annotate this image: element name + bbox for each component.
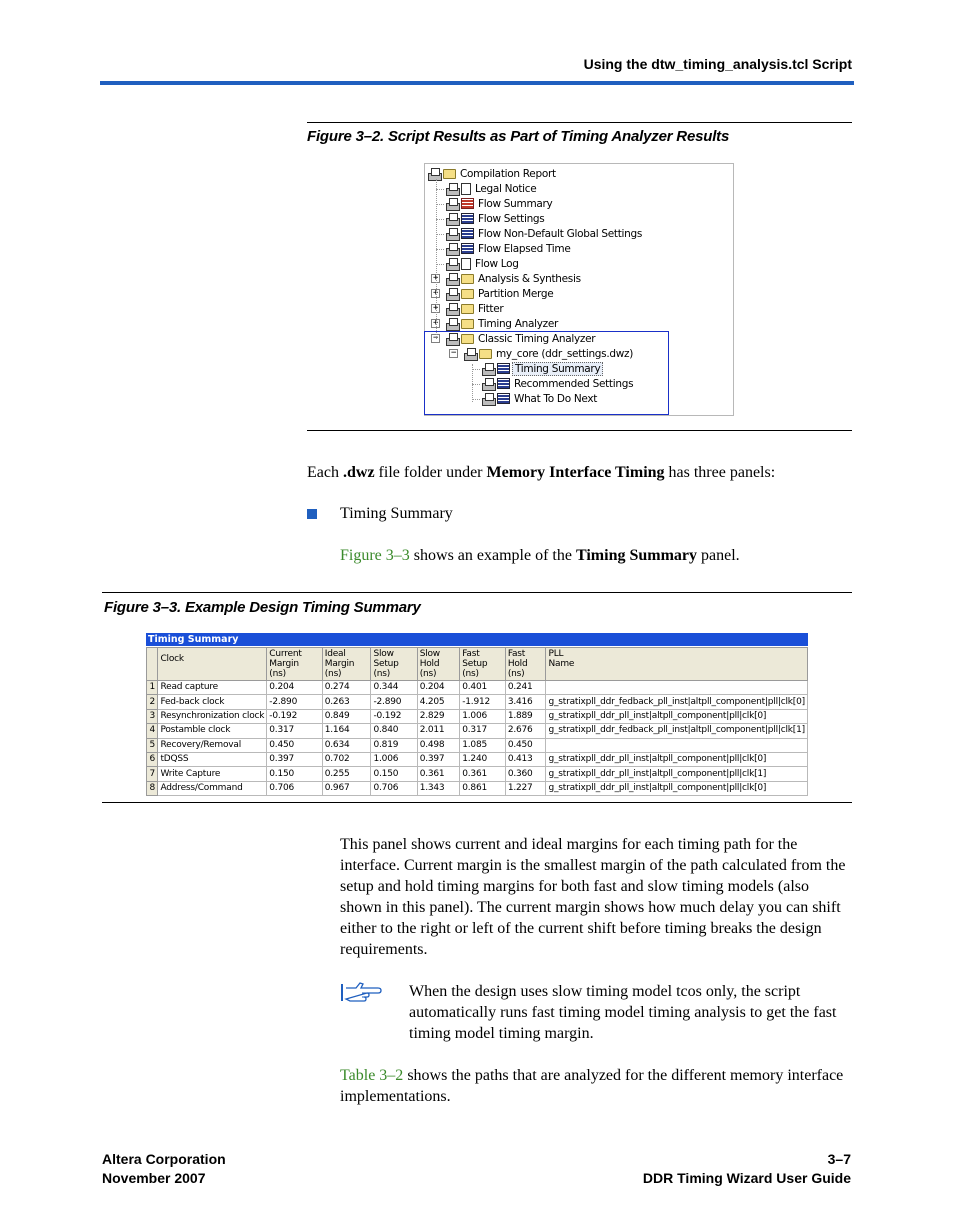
table-cell: 0.861	[460, 781, 506, 795]
tree-item[interactable]	[445, 241, 573, 256]
printer-icon	[445, 288, 459, 300]
table-cell: Resynchronization clock	[158, 709, 267, 723]
column-header[interactable]	[158, 648, 267, 681]
table-cell: 1.085	[460, 738, 506, 752]
column-header-unit: Name	[548, 659, 575, 669]
column-header[interactable]	[460, 648, 506, 681]
footer-date: November 2007	[102, 1170, 206, 1186]
collapse-icon[interactable]: −	[432, 333, 439, 343]
tree-item[interactable]	[445, 181, 538, 196]
table-cell: g_stratixpll_ddr_fedback_pll_inst|altpll_component|pll|clk[0]	[546, 695, 808, 709]
table-cell: 0.849	[322, 709, 371, 723]
table-row[interactable]	[147, 752, 808, 766]
figure-bottom-rule	[307, 430, 852, 431]
document-icon	[461, 183, 471, 195]
table-cell: 0.498	[417, 738, 460, 752]
margin-explanation-paragraph: This panel shows current and ideal margins for each timing path for the interface. Current margin is the smallest margin of the path calculated from the setup and hold timing margins for both fast and slow timing models (also shown in this panel). The current margin shows how much delay you can shift either to the right or left of the current shift before timing breaks the design requirements.	[340, 836, 846, 958]
bold-run: Timing Summary	[575, 547, 698, 564]
table-cell: 0.204	[417, 681, 460, 695]
tree-connector	[436, 249, 444, 250]
table-row[interactable]	[147, 695, 808, 709]
column-header[interactable]	[417, 648, 460, 681]
table-cell: 1.227	[505, 781, 546, 795]
column-header-unit: (ns)	[419, 669, 437, 679]
tree-item[interactable]	[445, 226, 644, 241]
table-cell: 1.164	[322, 724, 371, 738]
column-header[interactable]	[505, 648, 546, 681]
tree-item-label: my_core (ddr_settings.dwz)	[496, 347, 634, 360]
tree-item-label: Flow Summary	[478, 197, 553, 210]
table-cell: 2.011	[417, 724, 460, 738]
table-row[interactable]	[147, 709, 808, 723]
expand-icon[interactable]: +	[432, 273, 439, 283]
printer-icon	[445, 228, 459, 240]
figure-bottom-rule	[102, 802, 852, 803]
column-header-label: Fast Hold	[507, 649, 528, 669]
table-cell: 0.150	[267, 767, 322, 781]
expand-icon[interactable]: +	[432, 288, 439, 298]
table-cell	[546, 738, 808, 752]
column-header[interactable]	[546, 648, 808, 681]
tree-item-label: Timing Summary	[512, 362, 603, 376]
text-run: shows the paths that are analyzed for the different memory interface implementations.	[340, 1067, 844, 1105]
collapse-icon[interactable]: −	[450, 348, 457, 358]
running-header: Using the dtw_timing_analysis.tcl Script	[583, 56, 852, 72]
row-number: 3	[147, 709, 158, 723]
column-header[interactable]	[322, 648, 371, 681]
printer-icon	[445, 183, 459, 195]
printer-icon	[445, 273, 459, 285]
table-cell: -0.192	[371, 709, 417, 723]
table-cell: 0.706	[267, 781, 322, 795]
column-header-label: Ideal Margin	[324, 649, 355, 669]
tree-item-label: What To Do Next	[514, 392, 598, 405]
tree-item-label: Flow Non-Default Global Settings	[478, 227, 643, 240]
timing-summary-table	[146, 647, 808, 796]
timing-summary-panel	[146, 633, 808, 793]
table-cell: 1.006	[460, 709, 506, 723]
bullet-text: Timing Summary	[340, 505, 453, 522]
tree-item[interactable]	[445, 211, 546, 226]
tree-item-label: Timing Analyzer	[478, 317, 559, 330]
table-row[interactable]	[147, 767, 808, 781]
table-cell: 0.401	[460, 681, 506, 695]
figure-3-3-caption: Figure 3–3. Example Design Timing Summary	[104, 599, 421, 616]
table-cell: 1.889	[505, 709, 546, 723]
column-header[interactable]	[371, 648, 417, 681]
table-cell: g_stratixpll_ddr_pll_inst|altpll_component|pll|clk[0]	[546, 781, 808, 795]
table-cell: 0.274	[322, 681, 371, 695]
table-icon	[461, 228, 474, 239]
column-header-label: Fast Setup	[462, 649, 488, 669]
tree-item-label: Legal Notice	[475, 182, 537, 195]
table-cell: 4.205	[417, 695, 460, 709]
table-icon	[461, 213, 474, 224]
row-number: 7	[147, 767, 158, 781]
printer-icon	[445, 318, 459, 330]
tree-connector	[436, 189, 444, 190]
table-cell: 0.397	[417, 752, 460, 766]
table-cell: 0.361	[460, 767, 506, 781]
table-cell: g_stratixpll_ddr_pll_inst|altpll_component|pll|clk[0]	[546, 752, 808, 766]
table-cell: -0.192	[267, 709, 322, 723]
table-cell: 3.416	[505, 695, 546, 709]
tree-item-label: Recommended Settings	[514, 377, 634, 390]
table-cell: 0.241	[505, 681, 546, 695]
printer-icon	[445, 258, 459, 270]
text-run: has three panels:	[664, 464, 776, 481]
document-icon	[461, 258, 471, 270]
table-cell: Write Capture	[158, 767, 267, 781]
highlight-box	[424, 331, 669, 415]
tree-item-label: Compilation Report	[460, 167, 556, 180]
table-row[interactable]	[147, 724, 808, 738]
column-header-unit: (ns)	[507, 669, 525, 679]
table-icon	[461, 243, 474, 254]
panel-title-bar: Timing Summary	[146, 633, 808, 646]
tree-item[interactable]	[445, 256, 521, 271]
figure-top-rule	[307, 122, 852, 123]
table-cell: 0.840	[371, 724, 417, 738]
tree-guide-line	[436, 179, 437, 339]
tree-item-label: Analysis & Synthesis	[478, 272, 581, 285]
table-cell: Address/Command	[158, 781, 267, 795]
tree-item-label: Flow Settings	[478, 212, 545, 225]
tree-item[interactable]	[445, 301, 505, 316]
folder-icon	[461, 304, 474, 314]
table-cell: 0.397	[267, 752, 322, 766]
folder-icon	[461, 289, 474, 299]
folder-icon	[461, 319, 474, 329]
row-number: 1	[147, 681, 158, 695]
tree-item[interactable]	[445, 271, 583, 286]
table-row[interactable]	[147, 781, 808, 795]
table-cell: 1.006	[371, 752, 417, 766]
tree-item[interactable]	[445, 316, 560, 331]
column-header-label: Slow Setup	[373, 649, 399, 669]
table-cell: Fed-back clock	[158, 695, 267, 709]
table-cell: 0.706	[371, 781, 417, 795]
table-cell: g_stratixpll_ddr_pll_inst|altpll_component|pll|clk[1]	[546, 767, 808, 781]
column-header-unit: (ns)	[324, 669, 342, 679]
folder-icon	[443, 169, 456, 179]
text-run: panel.	[697, 547, 740, 564]
bold-run: Memory Interface Timing	[486, 464, 665, 481]
table-cell: 0.255	[322, 767, 371, 781]
tree-item-label: Partition Merge	[478, 287, 554, 300]
footer-document-title: DDR Timing Wizard User Guide	[642, 1170, 851, 1186]
table-cell: 0.360	[505, 767, 546, 781]
table-icon	[461, 198, 474, 209]
tree-item-label: Flow Log	[475, 257, 519, 270]
table-cell: 0.344	[371, 681, 417, 695]
table-cell	[546, 681, 808, 695]
table-link[interactable]: Table 3–2	[340, 1067, 404, 1084]
table-row[interactable]	[147, 738, 808, 752]
table-cell: Read capture	[158, 681, 267, 695]
table-cell: Postamble clock	[158, 724, 267, 738]
figure-3-2-caption: Figure 3–2. Script Results as Part of Timing Analyzer Results	[307, 128, 730, 145]
table-cell: 0.263	[322, 695, 371, 709]
figure-link[interactable]: Figure 3–3	[340, 547, 410, 564]
table-cell: 0.413	[505, 752, 546, 766]
table-cell: g_stratixpll_ddr_fedback_pll_inst|altpll_component|pll|clk[1]	[546, 724, 808, 738]
table-cell: -2.890	[371, 695, 417, 709]
table-cell: 0.450	[267, 738, 322, 752]
tree-item[interactable]	[445, 286, 555, 301]
row-number: 2	[147, 695, 158, 709]
header-rule	[100, 81, 854, 85]
table-cell: Recovery/Removal	[158, 738, 267, 752]
table-cell: 1.343	[417, 781, 460, 795]
footer-right	[643, 1150, 851, 1188]
footer-left	[102, 1150, 226, 1188]
figure-top-rule	[102, 592, 852, 593]
figure-reference-paragraph	[340, 545, 850, 566]
table-cell: 2.676	[505, 724, 546, 738]
tree-item[interactable]	[427, 166, 558, 181]
expand-icon[interactable]: +	[432, 303, 439, 313]
note-text: When the design uses slow timing model tcos only, the script automatically runs fast timing model timing analysis to get the fast timing model timing margin.	[409, 983, 837, 1042]
row-number: 8	[147, 781, 158, 795]
column-header-unit: (ns)	[462, 669, 479, 679]
table-reference-paragraph	[340, 1065, 852, 1107]
row-number: 5	[147, 738, 158, 752]
column-header-unit: (ns)	[373, 669, 391, 679]
table-cell: tDQSS	[158, 752, 267, 766]
tree-item[interactable]	[445, 196, 554, 211]
printer-icon	[427, 168, 441, 180]
pointing-hand-note-icon	[340, 980, 382, 1004]
bullet-square	[307, 509, 317, 519]
table-cell: 1.240	[460, 752, 506, 766]
printer-icon	[445, 303, 459, 315]
column-header[interactable]	[267, 648, 322, 681]
printer-icon	[445, 243, 459, 255]
tree-item-label: Fitter	[478, 302, 504, 315]
tree-connector	[436, 264, 444, 265]
tree-connector	[436, 219, 444, 220]
column-header-label: Slow Hold	[419, 649, 440, 669]
table-cell: 0.361	[417, 767, 460, 781]
row-number: 4	[147, 724, 158, 738]
table-cell: 0.819	[371, 738, 417, 752]
tree-connector	[436, 234, 444, 235]
printer-icon	[445, 198, 459, 210]
table-cell: 2.829	[417, 709, 460, 723]
column-header-label: Current Margin	[269, 649, 302, 669]
printer-icon	[445, 213, 459, 225]
bold-run: .dwz	[342, 464, 375, 481]
table-cell: g_stratixpll_ddr_pll_inst|altpll_component|pll|clk[0]	[546, 709, 808, 723]
text-run: Each	[307, 464, 343, 481]
table-cell: 0.967	[322, 781, 371, 795]
table-cell: -1.912	[460, 695, 506, 709]
table-cell: 0.150	[371, 767, 417, 781]
table-cell: -2.890	[267, 695, 322, 709]
text-run: file folder under	[374, 464, 487, 481]
table-cell: 0.317	[267, 724, 322, 738]
table-row[interactable]	[147, 681, 808, 695]
table-cell: 0.634	[322, 738, 371, 752]
column-header-unit: (ns)	[269, 669, 286, 679]
table-cell: 0.317	[460, 724, 506, 738]
intro-paragraph	[307, 462, 852, 483]
column-header-label: Clock	[160, 654, 184, 664]
corner-header	[147, 648, 158, 681]
footer-page-number: 3–7	[827, 1151, 851, 1167]
column-header-label: PLL	[548, 649, 564, 659]
table-cell: 0.702	[322, 752, 371, 766]
table-cell: 0.450	[505, 738, 546, 752]
table-cell: 0.204	[267, 681, 322, 695]
row-number: 6	[147, 752, 158, 766]
expand-icon[interactable]: +	[432, 318, 439, 328]
folder-icon	[461, 274, 474, 284]
text-run: shows an example of the	[409, 547, 576, 564]
tree-connector	[436, 204, 444, 205]
tree-item-label: Flow Elapsed Time	[478, 242, 571, 255]
footer-company: Altera Corporation	[102, 1151, 226, 1167]
tree-item-label: Classic Timing Analyzer	[478, 332, 596, 345]
